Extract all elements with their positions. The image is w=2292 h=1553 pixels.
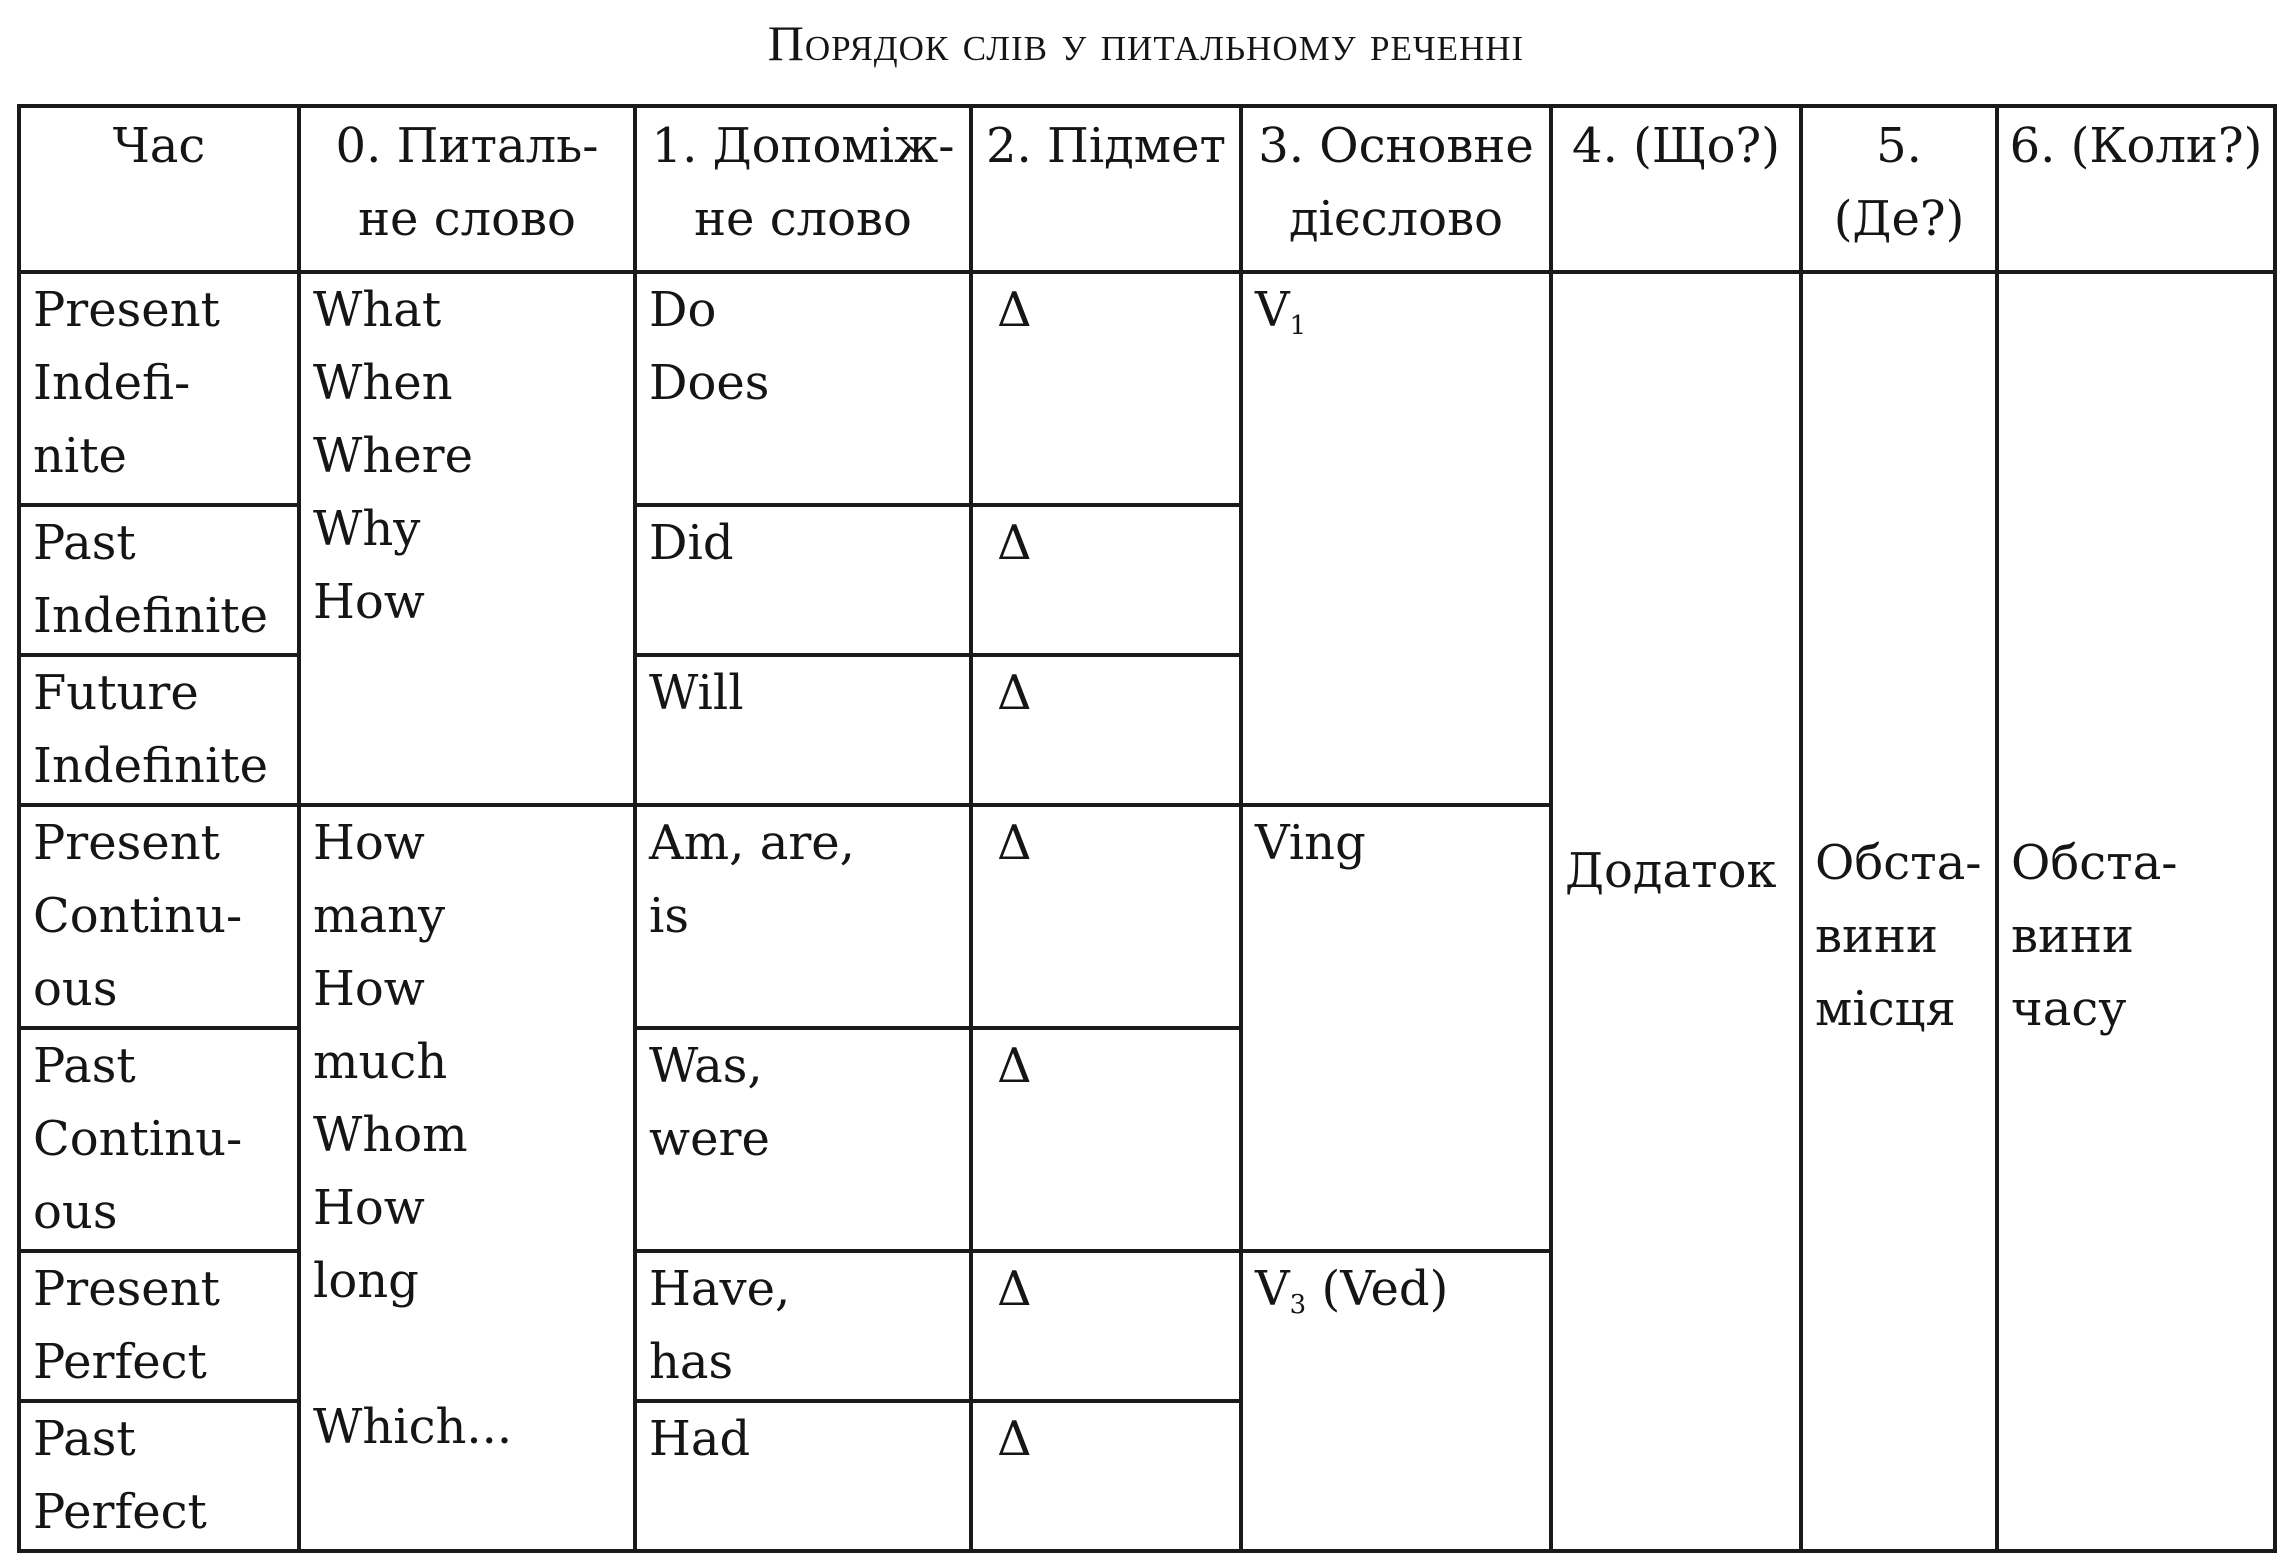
tense-cell: Past Continu- ous (19, 1028, 299, 1251)
tense-cell: Future Indefinite (19, 655, 299, 805)
header-tense: Час (19, 106, 299, 272)
main-verb-v1-text: V (1255, 282, 1290, 338)
main-verb-v1-subscript: 1 (1289, 311, 1307, 341)
header-question-word: 0. Питаль- не слово (299, 106, 635, 272)
subject-cell: Δ (971, 1401, 1241, 1551)
tense-cell: Present Continu- ous (19, 805, 299, 1028)
header-time: 6. (Коли?) (1997, 106, 2275, 272)
place-cell (1801, 272, 1997, 1551)
subject-cell: Δ (971, 1251, 1241, 1401)
header-place: 5. (Де?) (1801, 106, 1997, 272)
object-text: Додаток (1565, 843, 1777, 899)
subject-cell: Δ (971, 805, 1241, 1028)
main-verb-v1 (1241, 272, 1551, 805)
table-row (19, 272, 2275, 505)
time-text: Обста- вини часу (2011, 835, 2178, 1037)
tense-cell: Present Perfect (19, 1251, 299, 1401)
time-cell (1997, 272, 2275, 1551)
tense-cell: Past Indefinite (19, 505, 299, 655)
question-words-group-2: How many How much Whom How long Which... (299, 805, 635, 1551)
main-verb-v3-suffix: (Ved) (1306, 1261, 1449, 1317)
header-main-verb: 3. Основне дієслово (1241, 106, 1551, 272)
object-cell (1551, 272, 1801, 1551)
main-verb-ving: Ving (1241, 805, 1551, 1251)
subject-cell: Δ (971, 1028, 1241, 1251)
auxiliary-cell: Did (635, 505, 971, 655)
auxiliary-cell: Was, were (635, 1028, 971, 1251)
tense-cell: Past Perfect (19, 1401, 299, 1551)
auxiliary-cell: Had (635, 1401, 971, 1551)
subject-cell: Δ (971, 655, 1241, 805)
tense-cell: Present Indefi- nite (19, 272, 299, 505)
header-subject: 2. Підмет (971, 106, 1241, 272)
auxiliary-cell: Have, has (635, 1251, 971, 1401)
question-words-group-1: What When Where Why How (299, 272, 635, 805)
place-text: Обста- вини місця (1815, 835, 1982, 1037)
word-order-table (17, 104, 2277, 1553)
auxiliary-cell: Am, are, is (635, 805, 971, 1028)
auxiliary-cell: Will (635, 655, 971, 805)
header-auxiliary: 1. Допоміж- не слово (635, 106, 971, 272)
main-verb-v3 (1241, 1251, 1551, 1551)
main-verb-v3-subscript: 3 (1289, 1290, 1307, 1320)
subject-cell: Δ (971, 272, 1241, 505)
header-row (19, 106, 2275, 272)
auxiliary-cell: Do Does (635, 272, 971, 505)
page-title: Порядок слів у питальному реченні (767, 15, 1525, 71)
main-verb-v3-text: V (1255, 1261, 1290, 1317)
header-object: 4. (Що?) (1551, 106, 1801, 272)
subject-cell: Δ (971, 505, 1241, 655)
